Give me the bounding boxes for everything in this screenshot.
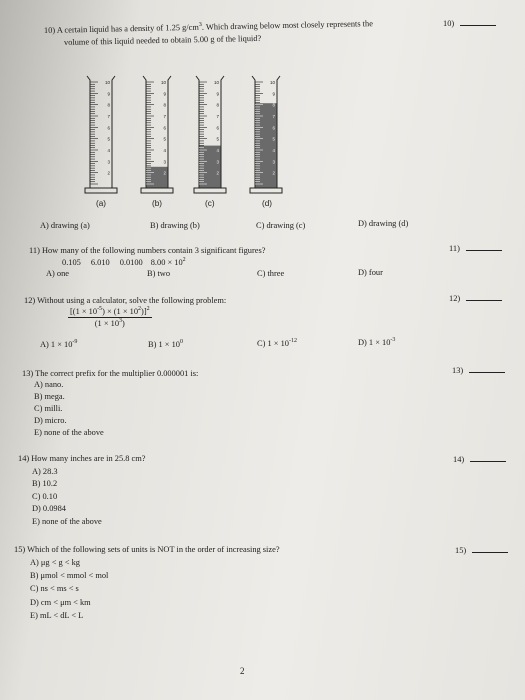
q12-fraction bbox=[68, 307, 152, 328]
q12-choice-c[interactable]: C) $1 \times 10^{-12}$ bbox=[257, 338, 297, 348]
scale-number: 4 bbox=[216, 148, 219, 153]
q12-denominator: $(1 \times 10^3)$ bbox=[94, 318, 125, 328]
scale-number: 7 bbox=[272, 114, 275, 119]
scale-number: 6 bbox=[272, 125, 275, 131]
q15-choice-b[interactable]: B) μmol < mmol < mol bbox=[30, 571, 109, 580]
scale-number: 9 bbox=[216, 91, 219, 97]
answer-blank[interactable] bbox=[469, 365, 505, 373]
q10-question-line2: volume of this liquid needed to obtain 5.00 g of the liquid? bbox=[63, 33, 262, 47]
q13-choice-c[interactable]: C) milli. bbox=[34, 404, 63, 413]
scale-number: 7 bbox=[216, 114, 219, 119]
q15-choice-e[interactable]: E) mL < dL < L bbox=[30, 611, 84, 620]
q10-choice-b[interactable]: B) drawing (b) bbox=[150, 221, 200, 230]
cylinder-label-d: (d) bbox=[262, 199, 273, 208]
answer-blank[interactable] bbox=[466, 293, 502, 301]
scale-number: 4 bbox=[107, 148, 110, 153]
q12-choice-a[interactable]: A) $1 \times 10^{-9}$ bbox=[40, 339, 78, 349]
q11-numbers: 0.105 6.010 0.0100 $8.00 \times 10^2$ bbox=[62, 257, 186, 267]
q10-question-line1: 10) A certain liquid has a density of 1.25 $g/cm^3$. Which drawing below most closely represents the bbox=[43, 19, 373, 35]
scale-number: 8 bbox=[272, 102, 275, 108]
graduated-cylinders-figure bbox=[0, 0, 525, 220]
scale-number: 10 bbox=[269, 80, 275, 85]
q13-choice-e[interactable]: E) none of the above bbox=[34, 428, 104, 437]
q15-question: 15) Which of the following sets of units is NOT in the order of increasing size? bbox=[14, 545, 280, 554]
scale-number: 6 bbox=[107, 125, 110, 131]
graduated-cylinder-a bbox=[85, 76, 117, 193]
cylinder-label-a: (a) bbox=[96, 199, 107, 208]
scale-number: 10 bbox=[213, 80, 219, 85]
q10-number-right: 10) bbox=[443, 18, 496, 29]
q13-choice-a[interactable]: A) nano. bbox=[34, 380, 64, 389]
q12-question: 12) Without using a calculator, solve the following problem: bbox=[24, 296, 227, 305]
scale-number: 3 bbox=[163, 159, 166, 165]
scale-number: 10 bbox=[160, 80, 166, 85]
scale-number: 5 bbox=[272, 136, 275, 142]
scale-number: 2 bbox=[216, 170, 219, 176]
q15-choice-d[interactable]: D) cm < μm < km bbox=[30, 598, 91, 607]
answer-blank[interactable] bbox=[470, 454, 506, 462]
scale-number: 2 bbox=[163, 170, 166, 176]
scale-number: 2 bbox=[107, 170, 110, 176]
scale-number: 9 bbox=[107, 91, 110, 97]
graduated-cylinder-d bbox=[250, 76, 282, 193]
scale-number: 5 bbox=[163, 136, 166, 142]
q11-choice-c[interactable]: C) three bbox=[257, 269, 285, 278]
q14-choice-c[interactable]: C) 0.10 bbox=[32, 492, 58, 501]
scale-number: 4 bbox=[163, 148, 166, 153]
q13-choice-b[interactable]: B) mega. bbox=[34, 392, 65, 401]
q14-choice-d[interactable]: D) 0.0984 bbox=[32, 504, 66, 513]
q13-question: 13) The correct prefix for the multiplier 0.000001 is: bbox=[22, 369, 199, 378]
scale-number: 7 bbox=[163, 114, 166, 119]
scale-number: 2 bbox=[272, 170, 275, 176]
q14-choice-b[interactable]: B) 10.2 bbox=[32, 479, 58, 488]
scale-number: 9 bbox=[163, 91, 166, 97]
scale-number: 8 bbox=[216, 102, 219, 108]
scale-number: 6 bbox=[163, 125, 166, 131]
cylinder-label-b: (b) bbox=[152, 199, 163, 208]
scale-number: 9 bbox=[272, 91, 275, 97]
q11-choice-a[interactable]: A) one bbox=[46, 269, 70, 278]
q14-number-right: 14) bbox=[453, 454, 506, 465]
q12-number-right: 12) bbox=[449, 293, 502, 304]
scale-number: 3 bbox=[216, 159, 219, 165]
scale-number: 10 bbox=[104, 80, 110, 85]
scale-number: 3 bbox=[107, 159, 110, 165]
cylinder-label-c: (c) bbox=[205, 199, 215, 208]
q11-question: 11) How many of the following numbers contain 3 significant figures? bbox=[29, 246, 266, 255]
answer-blank[interactable] bbox=[472, 545, 508, 553]
q15-choice-c[interactable]: C) ns < ms < s bbox=[30, 584, 79, 593]
q14-choice-a[interactable]: A) 28.3 bbox=[32, 467, 58, 476]
scale-number: 4 bbox=[272, 148, 275, 153]
q10-choice-a[interactable]: A) drawing (a) bbox=[40, 221, 90, 230]
q12-numerator: $[(1 \times 10^{-5}) \times (1 \times 10^2)]^2$ bbox=[70, 306, 150, 316]
scale-number: 3 bbox=[272, 159, 275, 165]
q14-choice-e[interactable]: E) none of the above bbox=[32, 517, 102, 526]
graduated-cylinder-b bbox=[141, 76, 173, 193]
page-number: 2 bbox=[240, 666, 245, 676]
scale-number: 6 bbox=[216, 125, 219, 131]
q11-choice-d[interactable]: D) four bbox=[358, 268, 383, 277]
scale-number: 5 bbox=[216, 136, 219, 142]
q15-choice-a[interactable]: A) μg < g < kg bbox=[30, 558, 80, 567]
scale-number: 8 bbox=[107, 102, 110, 108]
q10-choice-d[interactable]: D) drawing (d) bbox=[358, 219, 409, 228]
q12-choice-b[interactable]: B) $1 \times 10^0$ bbox=[148, 339, 183, 349]
q12-choice-d[interactable]: D) $1 \times 10^{-3}$ bbox=[358, 337, 396, 347]
q13-choice-d[interactable]: D) micro. bbox=[34, 416, 67, 425]
q13-number-right: 13) bbox=[452, 365, 505, 376]
graduated-cylinder-c bbox=[194, 76, 226, 193]
q14-question: 14) How many inches are in 25.8 cm? bbox=[18, 454, 146, 463]
q10-choice-c[interactable]: C) drawing (c) bbox=[256, 221, 306, 230]
answer-blank[interactable] bbox=[466, 243, 502, 251]
q11-choice-b[interactable]: B) two bbox=[147, 269, 171, 278]
scale-number: 7 bbox=[107, 114, 110, 119]
scale-number: 8 bbox=[163, 102, 166, 108]
q15-number-right: 15) bbox=[455, 545, 508, 556]
scale-number: 5 bbox=[107, 136, 110, 142]
q11-number-right: 11) bbox=[449, 243, 502, 254]
